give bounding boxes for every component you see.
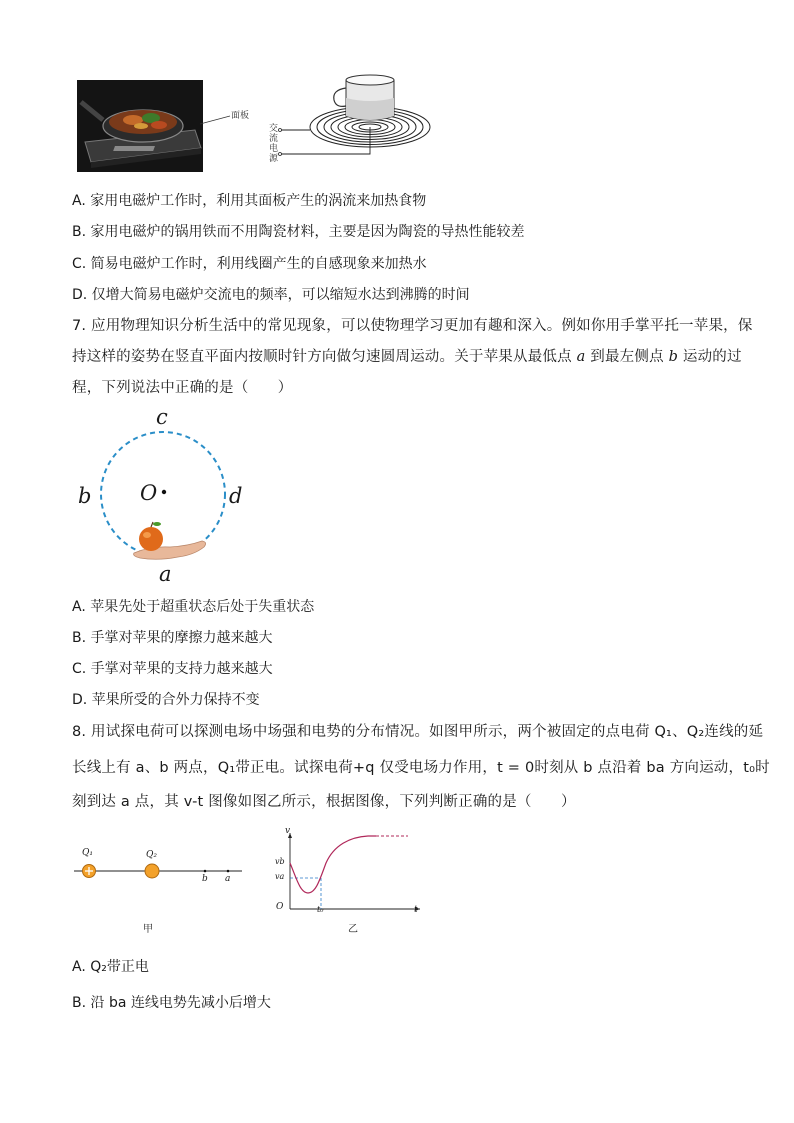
center-dot [162,490,166,494]
q7-stem-line3: 程，下列说法中正确的是（ ） [72,380,293,396]
induction-cooker-photo [77,80,203,172]
q1-label: Q₁ [82,848,93,858]
apple-illustration [139,527,163,551]
charges-line-diagram [72,840,252,900]
point-a-label: a [159,562,172,586]
figure-jia-caption: 甲 [143,924,153,935]
point-b-dot [204,870,207,873]
circular-path [101,432,225,556]
velocity-curve [290,836,376,893]
q6-option-c: C. 简易电磁炉工作时，利用线圈产生的自感现象来加热水 [72,256,427,272]
q7-option-b: B. 手掌对苹果的摩擦力越来越大 [72,630,273,646]
point-a-dot [227,870,230,873]
power-label-char: 流 [269,134,279,144]
origin-label: O [276,902,284,912]
q7-option-d: D. 苹果所受的合外力保持不变 [72,692,260,708]
v-axis-label: v [285,826,291,836]
t0-label: t₀ [317,905,324,914]
vt-graph [270,825,430,920]
q8-option-b: B. 沿 ba 连线电势先减小后增大 [72,995,271,1011]
point-d-label: d [229,484,243,508]
center-o-label: O [140,481,158,505]
q8-option-a: A. Q₂带正电 [72,959,149,975]
q7-option-a: A. 苹果先处于超重状态后处于失重状态 [72,599,315,615]
va-label: va [275,872,285,881]
q7-option-c: C. 手掌对苹果的支持力越来越大 [72,661,273,677]
vb-label: vb [275,857,285,866]
point-b-label: b [78,484,92,508]
q6-option-a: A. 家用电磁炉工作时，利用其面板产生的涡流来加热食物 [72,193,427,209]
q8-stem-line3: 刻到达 a 点，其 v-t 图像如图乙所示，根据图像，下列判断正确的是（ ） [72,794,576,810]
b-label: b [202,874,208,884]
q7-point-b: b [668,349,679,365]
q7-stem-line1: 7. 应用物理知识分析生活中的常见现象，可以使物理学习更加有趣和深入。例如你用手掌平托一苹果，保 [72,318,753,334]
panel-pointer-line [200,110,260,130]
power-label-char: 交 [269,124,279,134]
q6-option-b: B. 家用电磁炉的锅用铁而不用陶瓷材料，主要是因为陶瓷的导热性能较差 [72,224,525,240]
q2-label: Q₂ [146,850,157,860]
charge-q2 [145,864,159,878]
a-label: a [225,874,231,884]
power-source-label [269,124,281,164]
q7-stem-line2 [72,347,742,367]
figure-yi-caption: 乙 [348,924,358,935]
q8-stem-line2: 长线上有 a、b 两点，Q₁带正电。试探电荷+q 仅受电场力作用，t = 0时刻从 b 点沿着 ba 方向运动，t₀时 [72,760,770,776]
t-axis-label: t [414,905,418,915]
induction-cooker-illustration [77,80,203,172]
point-c-label: c [156,405,168,429]
q7-point-a: a [576,349,586,365]
panel-label: 面板 [231,111,250,121]
q7-stem-text: 持这样的姿势在竖直平面内按顺时针方向做匀速圆周运动。关于苹果从最低点 [72,349,577,365]
coil-heater-diagram [268,72,438,172]
q7-stem-text: 运动的过 [678,349,742,365]
q8-stem-line1: 8. 用试探电荷可以探测电场中场强和电势的分布情况。如图甲所示，两个被固定的点电荷 Q₁、Q₂连线的延 [72,724,764,740]
q6-option-d: D. 仅增大简易电磁炉交流电的频率，可以缩短水达到沸腾的时间 [72,287,470,303]
power-label-char: 电 [269,144,279,154]
q7-stem-text: 到最左侧点 [585,349,669,365]
power-label-char: 源 [269,154,279,164]
